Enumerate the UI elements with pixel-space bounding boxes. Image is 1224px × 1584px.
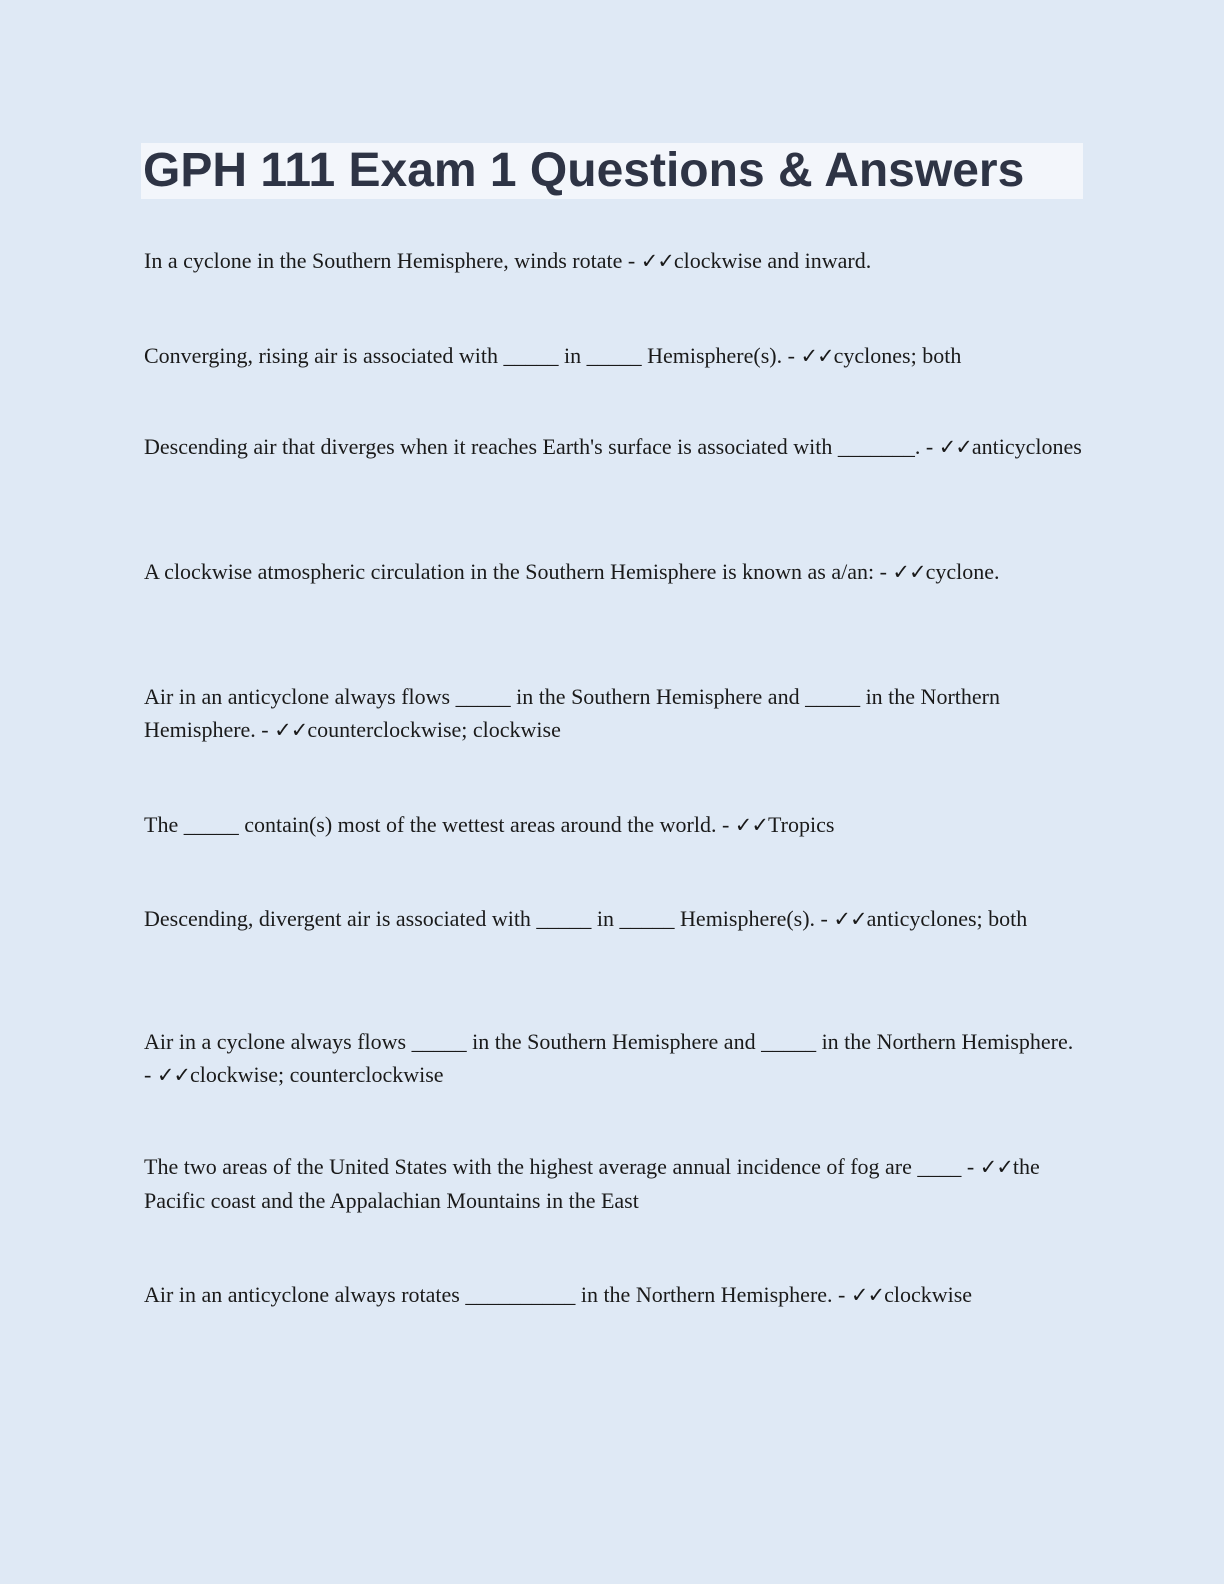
question-text: Descending air that diverges when it reaches Earth's surface is associated with _______. - bbox=[144, 434, 939, 459]
check-mark-icon: ✓✓ bbox=[640, 249, 674, 273]
qa-item-4 bbox=[144, 555, 1084, 589]
qa-item-7 bbox=[144, 903, 1084, 935]
answer-text: anticyclones; both bbox=[866, 906, 1028, 931]
question-text: Converging, rising air is associated with _____ in _____ Hemisphere(s). - bbox=[144, 343, 801, 368]
qa-item-2 bbox=[144, 339, 1084, 373]
qa-item-1 bbox=[144, 244, 1084, 278]
qa-item-6 bbox=[144, 808, 1084, 842]
answer-text: cyclones; both bbox=[833, 343, 962, 368]
question-text: A clockwise atmospheric circulation in the Southern Hemisphere is known as a/an: - bbox=[144, 559, 893, 584]
check-mark-icon: ✓✓ bbox=[938, 435, 972, 459]
question-text: The _____ contain(s) most of the wettest areas around the world. - bbox=[144, 812, 735, 837]
answer-text: anticyclones bbox=[971, 434, 1082, 459]
check-mark-icon: ✓✓ bbox=[800, 344, 834, 368]
check-mark-icon: ✓✓ bbox=[734, 813, 768, 837]
question-text: Air in an anticyclone always flows _____ in the Southern Hemisphere and _____ in the Northern Hemisphere. - bbox=[144, 684, 1000, 742]
answer-text: clockwise bbox=[884, 1282, 973, 1307]
answer-text: the Pacific coast and the Appalachian Mountains in the East bbox=[144, 1154, 1040, 1213]
qa-item-3 bbox=[144, 430, 1084, 464]
question-text: In a cyclone in the Southern Hemisphere, winds rotate - bbox=[144, 248, 641, 273]
question-text: Air in an anticyclone always rotates __________ in the Northern Hemisphere. - bbox=[144, 1282, 851, 1307]
answer-text: Tropics bbox=[767, 812, 835, 837]
qa-item-8 bbox=[144, 1025, 1084, 1092]
question-text: Descending, divergent air is associated with _____ in _____ Hemisphere(s). - bbox=[144, 906, 834, 931]
answer-text: counterclockwise; clockwise bbox=[307, 717, 561, 742]
qa-item-9 bbox=[144, 1150, 1084, 1217]
qa-item-10 bbox=[144, 1278, 1084, 1312]
check-mark-icon: ✓✓ bbox=[274, 718, 308, 742]
check-mark-icon: ✓✓ bbox=[892, 560, 926, 584]
question-text: The two areas of the United States with the highest average annual incidence of fog are ____ - bbox=[144, 1154, 980, 1179]
check-mark-icon: ✓✓ bbox=[979, 1155, 1013, 1179]
page-title: GPH 111 Exam 1 Questions & Answers bbox=[143, 144, 1025, 197]
answer-text: clockwise; counterclockwise bbox=[190, 1062, 444, 1087]
qa-item-5 bbox=[144, 680, 1084, 747]
answer-text: cyclone. bbox=[925, 559, 1000, 584]
check-mark-icon: ✓✓ bbox=[850, 1283, 885, 1307]
answer-text: clockwise and inward. bbox=[673, 248, 872, 273]
check-mark-icon: ✓✓ bbox=[833, 907, 867, 931]
check-mark-icon: ✓✓ bbox=[156, 1063, 191, 1087]
question-text: Air in a cyclone always flows _____ in the Southern Hemisphere and _____ in the Northern Hemisphere. - bbox=[144, 1029, 1074, 1087]
